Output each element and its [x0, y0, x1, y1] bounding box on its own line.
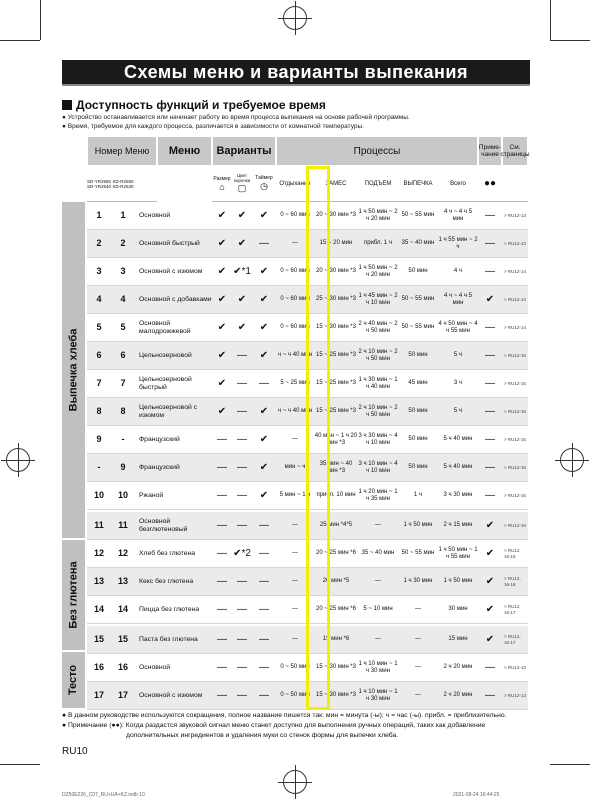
crust-color-icon: ▢ — [237, 183, 247, 193]
header-blank — [502, 166, 528, 202]
cell-timer: ✔ — [259, 489, 269, 501]
cell-menu: Французский — [139, 435, 180, 443]
cell-rest: 5 мин ~ 1 ч — [279, 492, 311, 499]
header-bake: ВЫПЕЧКА — [398, 166, 438, 202]
cell-remark: — — [485, 405, 495, 417]
cell-pages: > RU12-13 — [504, 240, 526, 246]
cell-knead: 25 мин *4*5 — [319, 522, 353, 529]
cell-rest: — — [292, 636, 298, 643]
registration-mark-icon — [560, 448, 584, 472]
cell-pages: > RU12, 16-18 — [504, 576, 521, 587]
header-model-a: SD-YR2550 SD-YR2540 — [87, 166, 111, 202]
cell-timer: — — [259, 603, 269, 615]
cell-bake: 50 мин — [408, 408, 428, 415]
cell-knead: 15 ~ 30 мин *3 — [316, 664, 356, 671]
cell-n1: 4 — [96, 294, 102, 305]
cell-remark: — — [485, 321, 495, 333]
cell-timer: ✔ — [259, 265, 269, 277]
timer-column-highlight — [306, 166, 330, 710]
cell-remark: — — [485, 265, 495, 277]
cell-knead: 35 мин ~ 40 мин *3 — [319, 460, 353, 474]
cell-n2: 4 — [120, 294, 126, 305]
cell-n1: 1 — [96, 210, 102, 221]
cell-total: 5 ч — [453, 408, 463, 415]
cell-total: 4 ч — [453, 268, 463, 275]
cell-rise: 1 ч 45 мин ~ 2 ч 10 мин — [358, 292, 398, 306]
cell-rest: — — [292, 436, 298, 443]
cell-bake: 50 ~ 55 мин — [401, 212, 435, 219]
cell-menu: Основной с изюмом — [139, 267, 203, 275]
cell-bake: 1 ч 30 мин — [403, 578, 433, 585]
cell-bake: 50 мин — [408, 464, 428, 471]
cell-size: — — [217, 603, 227, 615]
cell-rise: 1 ч 20 мин ~ 1 ч 35 мин — [358, 488, 398, 502]
cell-n2: 10 — [117, 490, 128, 501]
cell-crust: ✔ — [237, 237, 247, 249]
cell-menu: Цельнозерновой с изюмом — [139, 403, 198, 419]
cell-n2: 9 — [120, 462, 126, 473]
cell-rise: 2 ч 10 мин ~ 2 ч 50 мин — [358, 404, 398, 418]
cell-total: 15 мин — [448, 636, 468, 643]
cell-bake: 50 мин — [408, 268, 428, 275]
cell-crust: — — [237, 633, 247, 645]
cell-remark: ✔ — [485, 293, 495, 305]
cell-size: — — [217, 433, 227, 445]
cell-remark: — — [485, 349, 495, 361]
cell-menu: Основной — [139, 663, 171, 671]
cell-pages: > RU12-16 — [504, 492, 526, 498]
cell-size: — — [217, 489, 227, 501]
cell-crust: ✔*2 — [233, 547, 251, 559]
cell-size: ✔ — [217, 209, 227, 221]
cell-n1: 5 — [96, 322, 102, 333]
cell-timer: ✔ — [259, 321, 269, 333]
cell-bake: 50 ~ 55 мин — [401, 550, 435, 557]
cell-rest: — — [292, 240, 298, 247]
footnote: ● В данном руководстве используются сокращения, полное название пишется так: мин = минута (-ы); ч = час (-ы). прибл. = приблизительно. — [62, 712, 507, 719]
header-menu: Меню — [157, 136, 212, 166]
cell-pages: > RU12, 16-17 — [504, 604, 521, 615]
cell-knead: 15 ~ 30 мин *3 — [316, 324, 356, 331]
cell-bake: 1 ч — [413, 492, 423, 499]
group-label-gluten-free: Без глютена — [62, 540, 85, 650]
cell-size: — — [217, 547, 227, 559]
cell-total: 1 ч 50 мин ~ 1 ч 55 мин — [438, 546, 478, 560]
cell-rest: — — [292, 606, 298, 613]
cell-crust: ✔ — [237, 321, 247, 333]
cell-size: ✔ — [217, 293, 227, 305]
cell-rise: 1 ч 10 мин ~ 1 ч 30 мин — [358, 688, 398, 702]
header-see-pages: См. страницы — [502, 136, 528, 166]
cell-n2: 2 — [120, 238, 126, 249]
cell-crust: — — [237, 575, 247, 587]
header-rise: ПОДЪЕМ — [358, 166, 398, 202]
cell-n2: 11 — [118, 520, 128, 531]
print-info: DZ50E226_C07_RU+UA+KZ.indb 10 — [62, 792, 145, 798]
cell-remark: — — [485, 461, 495, 473]
cell-pages: > RU12-15 — [504, 352, 526, 358]
cell-size: ✔ — [217, 377, 227, 389]
cell-n2: 17 — [117, 690, 128, 701]
cell-crust: — — [237, 603, 247, 615]
cell-remark: ✔ — [485, 603, 495, 615]
cell-timer: — — [259, 547, 269, 559]
remark-icon: ●● — [478, 166, 502, 202]
cell-n1: 11 — [94, 520, 104, 531]
cell-rise: — — [375, 578, 381, 585]
cell-rest: — — [292, 522, 298, 529]
cell-menu: Основной безглютеновый — [139, 517, 188, 533]
cell-rest: ч ~ ч 40 мин — [278, 408, 312, 415]
cell-menu: Цельнозерновой быстрый — [139, 375, 192, 391]
cell-crust: — — [237, 433, 247, 445]
cell-total: 2 ч 20 мин — [443, 692, 473, 699]
cell-n1: 7 — [96, 378, 102, 389]
cell-size: ✔ — [217, 237, 227, 249]
cell-pages: > RU12-13 — [504, 692, 526, 698]
cell-total: 1 ч 50 мин — [443, 578, 473, 585]
group-label-bread: Выпечка хлеба — [62, 202, 85, 538]
print-date: 2021-08-24 16:44:25 — [453, 792, 500, 798]
cell-pages: > RU12-15 — [504, 380, 526, 386]
cell-rise: 3 ч 30 мин ~ 4 ч 10 мин — [358, 432, 398, 446]
cell-n1: - — [97, 462, 101, 473]
cell-timer: ✔ — [259, 461, 269, 473]
cell-crust: — — [237, 405, 247, 417]
cell-rest: 0 ~ 60 мин — [280, 296, 310, 303]
cell-rest: — — [292, 578, 298, 585]
cell-knead: 15 ~ 25 мин *3 — [316, 352, 356, 359]
cell-knead: 15 ~ 25 мин *3 — [316, 380, 356, 387]
cell-n2: 3 — [120, 266, 126, 277]
cell-crust: ✔*1 — [233, 265, 251, 277]
cell-pages: > RU12-15 — [504, 408, 526, 414]
cell-size: — — [217, 633, 227, 645]
cell-knead: 15 ~ 20 мин — [319, 240, 353, 247]
header-opt-timer: Таймер ◷ — [252, 166, 276, 202]
cell-menu: Основной быстрый — [139, 239, 200, 247]
cell-timer: — — [259, 377, 269, 389]
cell-n2: 5 — [120, 322, 126, 333]
cell-crust: ✔ — [237, 209, 247, 221]
cell-timer: ✔ — [259, 209, 269, 221]
cell-remark: — — [485, 377, 495, 389]
crop-mark — [550, 0, 551, 40]
cell-timer: — — [259, 633, 269, 645]
cell-n1: 16 — [93, 662, 104, 673]
cell-knead: 15 ~ 25 мин *3 — [316, 408, 356, 415]
cell-pages: > RU12-14 — [504, 296, 526, 302]
cell-timer: — — [259, 661, 269, 673]
cell-timer: ✔ — [259, 405, 269, 417]
cell-n2: 1 — [120, 210, 126, 221]
cell-rise: — — [375, 522, 381, 529]
cell-rise: — — [375, 636, 381, 643]
cell-n1: 6 — [96, 350, 102, 361]
registration-mark-icon — [283, 6, 307, 30]
cell-n2: - — [121, 434, 125, 445]
cell-size: ✔ — [217, 349, 227, 361]
cell-knead: 15 ~ 30 мин *3 — [316, 692, 356, 699]
cell-n1: 17 — [93, 690, 104, 701]
registration-mark-icon — [6, 448, 30, 472]
cell-n2: 14 — [117, 604, 128, 615]
cell-crust: — — [237, 461, 247, 473]
cell-bake: — — [415, 606, 421, 613]
cell-crust: — — [237, 377, 247, 389]
cell-size: ✔ — [217, 321, 227, 333]
cell-knead: 20 ~ 25 мин *6 — [316, 606, 356, 613]
cell-bake: — — [415, 636, 421, 643]
cell-total: 4 ч ~ 4 ч 5 мин — [443, 208, 473, 222]
cell-crust: ✔ — [237, 293, 247, 305]
cell-menu: Основной с изюмом — [139, 691, 203, 699]
cell-knead: 20 ~ 30 мин *3 — [316, 212, 356, 219]
header-processes: Процессы — [276, 136, 478, 166]
cell-menu: Цельнозерновой — [139, 351, 192, 359]
cell-rest: 0 ~ 60 мин — [280, 212, 310, 219]
cell-rise: 1 ч 50 мин ~ 2 ч 20 мин — [358, 264, 398, 278]
cell-knead: 25 ~ 30 мин *3 — [316, 296, 356, 303]
cell-rise: прибл. 1 ч — [363, 240, 393, 247]
cell-n1: 8 — [96, 406, 102, 417]
cell-knead: 20 ~ 30 мин *3 — [316, 268, 356, 275]
cell-n2: 16 — [117, 662, 128, 673]
cell-n1: 9 — [96, 434, 102, 445]
cell-n2: 12 — [117, 548, 128, 559]
cell-rise: 35 ~ 40 мин — [361, 550, 395, 557]
cell-pages: > RU12-15 — [504, 464, 526, 470]
crop-mark — [550, 40, 590, 41]
header-variants: Варианты — [212, 136, 276, 166]
cell-rise: 5 ~ 10 мин — [363, 606, 393, 613]
cell-size: ✔ — [217, 265, 227, 277]
cell-timer: ✔ — [259, 293, 269, 305]
cell-pages: > RU12-14 — [504, 324, 526, 330]
bread-size-icon: ⌂ — [219, 181, 225, 192]
title-underline — [62, 84, 530, 86]
cell-n2: 8 — [120, 406, 126, 417]
cell-size: ✔ — [217, 405, 227, 417]
cell-n1: 13 — [93, 576, 104, 587]
cell-timer: — — [259, 519, 269, 531]
footnote: ● Примечание (●●): Когда раздастся звуковой сигнал меню станет доступно для выполнения ручных операций, таких как добавление — [62, 722, 486, 729]
cell-total: 3 ч — [453, 380, 463, 387]
cell-size: — — [217, 661, 227, 673]
crop-mark — [0, 40, 40, 41]
cell-timer: ✔ — [259, 433, 269, 445]
cell-bake: 1 ч 50 мин — [403, 522, 433, 529]
cell-n2: 6 — [120, 350, 126, 361]
cell-total: 5 ч — [453, 352, 463, 359]
cell-crust: — — [237, 661, 247, 673]
section-title: Доступность функций и требуемое время — [62, 98, 326, 112]
cell-bake: 50 ~ 55 мин — [401, 296, 435, 303]
cell-pages: > RU12-15 — [504, 436, 526, 442]
cell-pages: > RU12-14 — [504, 268, 526, 274]
cell-knead: 20 мин *5 — [322, 578, 350, 585]
cell-n2: 15 — [117, 634, 128, 645]
cell-n1: 14 — [93, 604, 104, 615]
cell-rest: 0 ~ 60 мин — [280, 268, 310, 275]
cell-bake: 50 мин — [408, 352, 428, 359]
cell-bake: — — [415, 664, 421, 671]
group-label-dough: Тесто — [62, 652, 85, 708]
cell-rise: 1 ч 30 мин ~ 1 ч 40 мин — [358, 376, 398, 390]
cell-total: 1 ч 55 мин ~ 2 ч — [438, 236, 478, 250]
cell-size: — — [217, 689, 227, 701]
cell-rest: 5 ~ 25 мин — [280, 380, 310, 387]
cell-pages: > RU12-13 — [504, 664, 526, 670]
cell-knead: 15 мин *6 — [322, 636, 350, 643]
cell-menu: Пицца без глютена — [139, 605, 200, 613]
cell-remark: — — [485, 661, 495, 673]
crop-mark — [40, 0, 41, 40]
header-blank — [135, 166, 157, 202]
crop-mark — [550, 764, 590, 765]
header-total: Всего — [438, 166, 478, 202]
cell-crust: — — [237, 489, 247, 501]
header-model-b: SD-R2550 SD-R2530 — [111, 166, 135, 202]
cell-crust: — — [237, 519, 247, 531]
cell-size: — — [217, 519, 227, 531]
cell-remark: ✔ — [485, 519, 495, 531]
cell-pages: > RU12, 16-18 — [504, 548, 521, 559]
cell-menu: Паста без глютена — [139, 635, 198, 643]
cell-rise: 1 ч 10 мин ~ 1 ч 30 мин — [358, 660, 398, 674]
cell-n1: 3 — [96, 266, 102, 277]
cell-remark: ✔ — [485, 547, 495, 559]
cell-n1: 15 — [93, 634, 104, 645]
cell-rest: ч ~ ч 40 мин — [278, 352, 312, 359]
header-menu-number: Номер Меню — [87, 136, 157, 166]
cell-rise: 2 ч 10 мин ~ 2 ч 50 мин — [358, 348, 398, 362]
cell-total: 5 ч 40 мин — [443, 436, 473, 443]
cell-remark: ✔ — [485, 575, 495, 587]
cell-n2: 13 — [117, 576, 128, 587]
cell-pages: > RU12, 16-17 — [504, 634, 521, 645]
cell-n1: 2 — [96, 238, 102, 249]
header-knead: ЗАМЕС — [314, 166, 358, 202]
cell-remark: — — [485, 689, 495, 701]
note-line: ● Устройство останавливается или начинает работу во время процесса выпекания на основе рабочей программы. — [62, 114, 410, 121]
cell-bake: 35 ~ 40 мин — [401, 240, 435, 247]
cell-pages: > RU12-16 — [504, 522, 526, 528]
cell-total: 30 мин — [448, 606, 468, 613]
note-line: ● Время, требуемое для каждого процесса, различается в зависимости от комнатной температуры. — [62, 123, 364, 130]
cell-n1: 10 — [93, 490, 104, 501]
registration-mark-icon — [283, 770, 307, 794]
footnote: дополнительных ингредиентов и удаления муки со стенок формы для выпечки хлеба. — [126, 732, 399, 739]
cell-rest: — — [292, 550, 298, 557]
cell-remark: — — [485, 433, 495, 445]
cell-total: 4 ч ~ 4 ч 5 мин — [443, 292, 473, 306]
cell-rise: 1 ч 50 мин ~ 2 ч 20 мин — [358, 208, 398, 222]
crop-mark — [0, 764, 40, 765]
cell-timer: — — [259, 689, 269, 701]
cell-menu: Основной малодрожжевой — [139, 319, 191, 335]
cell-knead: 40 мин ~ 1 ч 20 мин *3 — [314, 432, 358, 446]
cell-remark: — — [485, 209, 495, 221]
cell-menu: Ржаной — [139, 491, 164, 499]
cell-rest: 0 ~ 60 мин — [280, 324, 310, 331]
cell-rise: 2 ч 40 мин ~ 2 ч 50 мин — [358, 320, 398, 334]
square-bullet-icon — [62, 100, 72, 110]
cell-rise: 3 ч 10 мин ~ 4 ч 10 мин — [358, 460, 398, 474]
cell-knead: 20 ~ 25 мин *6 — [316, 550, 356, 557]
cell-rest: 0 ~ 50 мин — [280, 664, 310, 671]
cell-remark: — — [485, 237, 495, 249]
cell-n1: 12 — [93, 548, 104, 559]
cell-crust: — — [237, 689, 247, 701]
cell-menu: Основной — [139, 211, 171, 219]
cell-bake: — — [415, 692, 421, 699]
cell-rest: 0 ~ 50 мин — [280, 692, 310, 699]
page-title: Схемы меню и варианты выпекания — [62, 60, 530, 84]
cell-crust: — — [237, 349, 247, 361]
cell-remark: — — [485, 489, 495, 501]
cell-total: 2 ч 20 мин — [443, 664, 473, 671]
header-opt-crust: Цвет корочки ▢ — [232, 166, 252, 202]
timer-icon: ◷ — [260, 181, 268, 191]
cell-menu: Хлеб без глютена — [139, 549, 196, 557]
cell-remark: ✔ — [485, 633, 495, 645]
cell-timer: ✔ — [259, 349, 269, 361]
cell-bake: 45 мин — [408, 380, 428, 387]
cell-menu: Французский — [139, 463, 180, 471]
header-rest: Отдыхание — [276, 166, 314, 202]
cell-timer: — — [259, 237, 269, 249]
cell-menu: Кекс без глютена — [139, 577, 194, 585]
page-number: RU10 — [62, 746, 88, 757]
cell-total: 2 ч 15 мин — [443, 522, 473, 529]
cell-total: 3 ч 30 мин — [443, 492, 473, 499]
cell-rest: мин ~ ч — [284, 464, 306, 471]
cell-timer: — — [259, 575, 269, 587]
cell-bake: 50 ~ 55 мин — [401, 324, 435, 331]
cell-total: 5 ч 40 мин — [443, 464, 473, 471]
header-opt-size: Размер ⌂ — [212, 166, 232, 202]
cell-size: — — [217, 575, 227, 587]
cell-total: 4 ч 50 мин ~ 4 ч 55 мин — [438, 320, 478, 334]
cell-knead: прибл. 10 мин — [316, 492, 356, 499]
cell-size: — — [217, 461, 227, 473]
cell-pages: > RU12-13 — [504, 212, 526, 218]
header-remark: Приме-чание — [478, 136, 502, 166]
cell-bake: 50 мин — [408, 436, 428, 443]
cell-n2: 7 — [120, 378, 126, 389]
cell-menu: Основной с добавками — [139, 295, 212, 303]
